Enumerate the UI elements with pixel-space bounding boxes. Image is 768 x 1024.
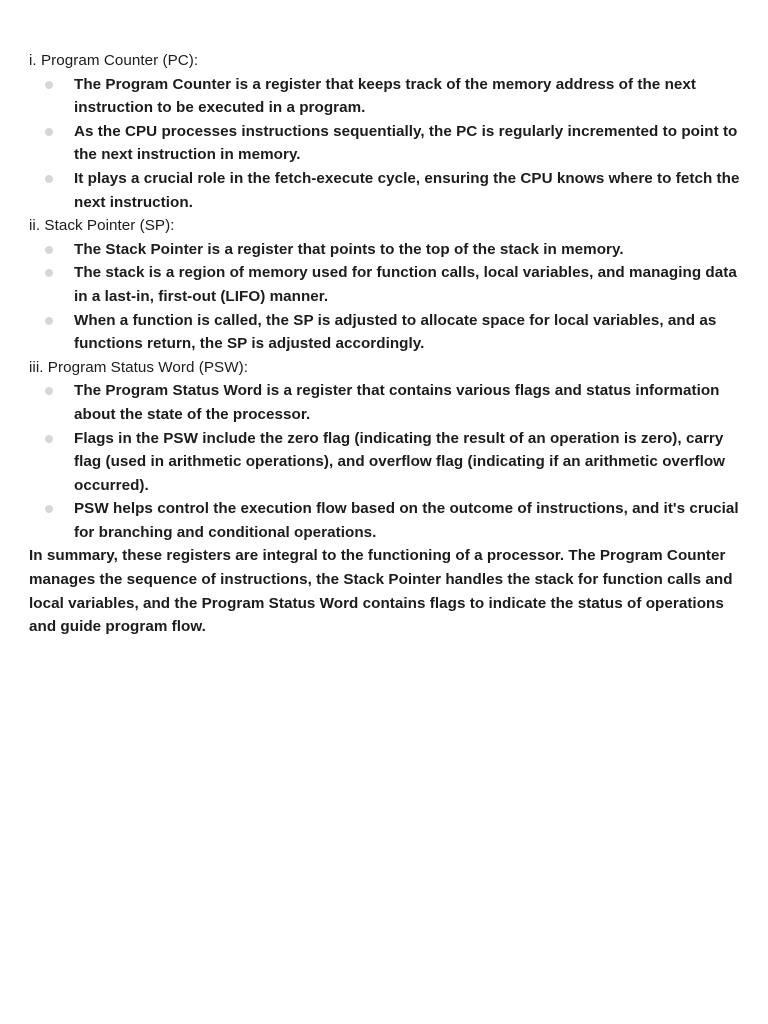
list-item (74, 261, 749, 308)
section-heading-psw: iii. Program Status Word (PSW): (29, 358, 249, 376)
list-item-text: When a function is called, the SP is adjusted to allocate space for local variables, and as functions return, the SP is adjusted accordingly. (74, 311, 717, 353)
list-item-text: It plays a crucial role in the fetch-execute cycle, ensuring the CPU knows where to fetch the next instruction. (74, 169, 740, 211)
document-body (29, 49, 749, 639)
section-heading-sp: ii. Stack Pointer (SP): (29, 217, 175, 235)
bullet-list-pc (29, 73, 749, 215)
list-item-text: The Stack Pointer is a register that points to the top of the stack in memory. (74, 240, 624, 258)
list-item (74, 309, 749, 356)
list-item (74, 427, 749, 498)
bullet-dot-icon (45, 246, 53, 254)
list-item-text: The stack is a region of memory used for function calls, local variables, and managing data in a last-in, first-out (LIFO) manner. (74, 264, 737, 305)
bullet-dot-icon (45, 269, 53, 277)
bullet-dot-icon (45, 387, 53, 395)
list-item-text: The Program Status Word is a register that contains various flags and status information about the state of the processor. (74, 382, 720, 423)
list-item (74, 167, 749, 214)
list-item (74, 497, 749, 544)
list-item (74, 73, 749, 120)
list-item-text: The Program Counter is a register that keeps track of the memory address of the next instruction to be executed in a program. (74, 75, 696, 117)
list-item (74, 238, 749, 262)
bullet-dot-icon (45, 317, 53, 325)
bullet-dot-icon (45, 175, 53, 183)
list-item-text: Flags in the PSW include the zero flag (indicating the result of an operation is zero), carry flag (used in arithmetic operations), and overflow flag (indicating if an arithmetic overflow occurred). (74, 429, 726, 494)
bullet-dot-icon (45, 505, 53, 513)
section-heading-pc: i. Program Counter (PC): (29, 52, 199, 69)
bullet-dot-icon (45, 128, 53, 136)
bullet-dot-icon (45, 435, 53, 443)
bullet-list-psw (29, 379, 749, 544)
list-item (74, 120, 749, 167)
list-item-text: As the CPU processes instructions sequentially, the PC is regularly incremented to point to the next instruction in memory. (74, 122, 738, 164)
list-item (74, 379, 749, 426)
bullet-list-sp (29, 238, 749, 356)
summary-paragraph: In summary, these registers are integral to the functioning of a processor. The Program Counter manages the sequence of instructions, the Stack Pointer handles the stack for function calls and local variables, and the Program Status Word contains flags to indicate the status of operations and guide program flow. (29, 547, 733, 636)
list-item-text: PSW helps control the execution flow based on the outcome of instructions, and it's crucial for branching and conditional operations. (74, 500, 739, 541)
bullet-dot-icon (45, 81, 53, 89)
